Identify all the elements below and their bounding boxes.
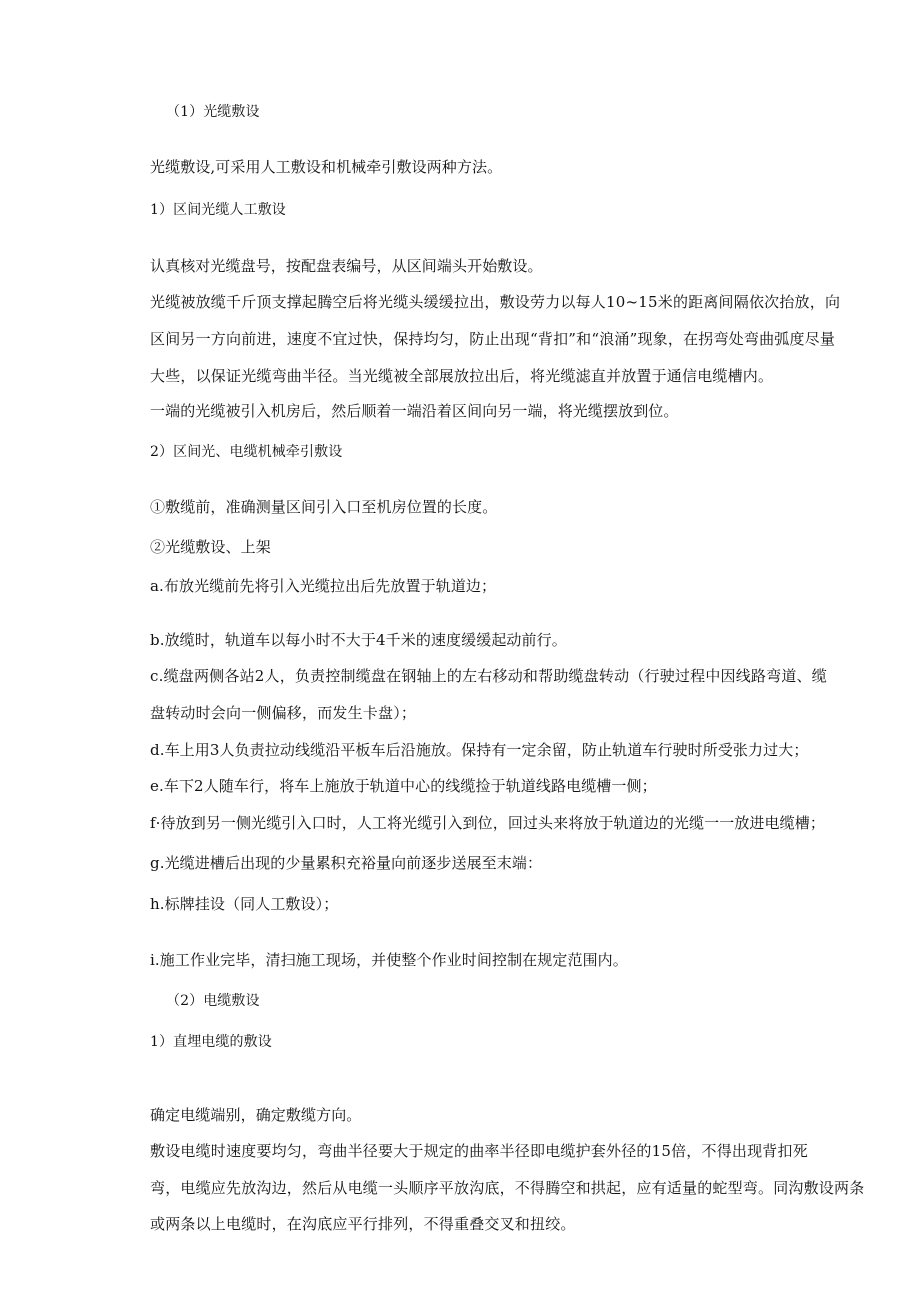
paragraph-cable-direction: 确定电缆端别，确定敷缆方向。: [150, 1106, 362, 1124]
paragraph-one-end: 一端的光缆被引入机房后，然后顺着一端沿着区间向另一端，将光缆摆放到位。: [150, 402, 679, 420]
paragraph-buried-laying-line-1: 敷设电缆时速度要均匀，弯曲半径要大于规定的曲率半径即电缆护套外径的15倍，不得出现背扣死: [150, 1142, 808, 1160]
section-heading-1: （1）光缆敷设: [166, 104, 260, 120]
item-c-line-2: 盘转动时会向一侧偏移，而发生卡盘）；: [150, 704, 417, 722]
paragraph-manual-laying-line-1: 光缆被放缆千斤顶支撑起腾空后将光缆头缓缓拉出，敷设劳力以每人10~15米的距离间隔依次抬放，向: [150, 293, 841, 311]
paragraph-intro: 光缆敷设,可采用人工敷设和机械牵引敷设两种方法。: [150, 158, 503, 176]
item-b: b.放缆时，轨道车以每小时不大于4千米的速度缓缓起动前行。: [150, 631, 567, 649]
item-c-line-1: c.缆盘两侧各站2人，负责控制缆盘在钢轴上的左右移动和帮助缆盘转动（行驶过程中因线路弯道、缆: [150, 667, 827, 685]
paragraph-manual-laying-line-3: 大些，以保证光缆弯曲半径。当光缆被全部展放拉出后，将光缆滤直并放置于通信电缆槽内。: [150, 367, 774, 385]
item-i: i.施工作业完毕，清扫施工现场，并使整个作业时间控制在规定范围内。: [150, 951, 628, 969]
item-d: d.车上用3人负责拉动线缆沿平板车后沿施放。保持有一定余留，防止轨道车行驶时所受张力过大；: [150, 741, 809, 759]
item-h: h.标牌挂设（同人工敷设）；: [150, 895, 339, 913]
subsection-heading-2-1: 1）直埋电缆的敷设: [150, 1034, 272, 1050]
paragraph-buried-laying-line-3: 或两条以上电缆时，在沟底应平行排列，不得重叠交叉和扭绞。: [150, 1215, 576, 1233]
subsection-heading-1-2: 2）区间光、电缆机械牵引敷设: [150, 444, 343, 460]
item-f: f·待放到另一侧光缆引入口时，人工将光缆引入到位，回过头来将放于轨道边的光缆一一放进电缆槽；: [150, 814, 825, 832]
step-cable-racking: ②光缆敷设、上架: [150, 538, 271, 556]
item-a: a.布放光缆前先将引入光缆拉出后先放置于轨道边；: [150, 577, 497, 595]
paragraph-check-reel: 认真核对光缆盘号，按配盘表编号，从区间端头开始敷设。: [150, 257, 543, 275]
step-measure-length: ①敷缆前，准确测量区间引入口至机房位置的长度。: [150, 498, 498, 516]
subsection-heading-1-1: 1）区间光缆人工敷设: [150, 202, 286, 218]
paragraph-manual-laying-line-2: 区间另一方向前进，速度不宜过快，保持均匀，防止出现“背扣”和“浪涌”现象，在拐弯处弯曲弧度尽量: [150, 330, 836, 348]
section-heading-2: （2）电缆敷设: [166, 993, 260, 1009]
item-g: g.光缆进槽后出现的少量累积充裕量向前逐步送展至末端：: [150, 854, 543, 872]
item-e: e.车下2人随车行，将车上施放于轨道中心的线缆捡于轨道线路电缆槽一侧；: [150, 777, 657, 795]
paragraph-buried-laying-line-2: 弯，电缆应先放沟边，然后从电缆一头顺序平放沟底，不得腾空和拱起，应有适量的蛇型弯。同沟敷设两条: [150, 1179, 865, 1197]
